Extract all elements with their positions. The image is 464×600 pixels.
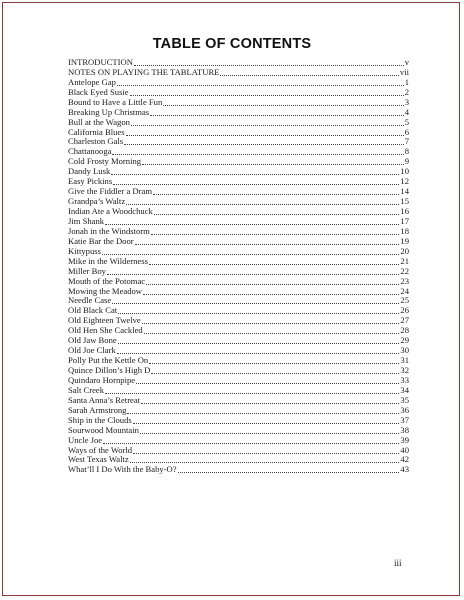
- toc-entry-title: Mouth of the Potomac: [68, 275, 146, 286]
- toc-entry-title: Chattanooga: [68, 146, 112, 157]
- toc-leader: [150, 115, 404, 116]
- toc-entry-page: 18: [400, 225, 409, 236]
- toc-leader: [143, 294, 399, 295]
- toc-entry-page: 34: [400, 384, 409, 395]
- toc-leader: [126, 204, 399, 205]
- toc-leader: [153, 194, 399, 195]
- toc-entry-title: California Blues: [68, 126, 125, 137]
- toc-leader: [142, 323, 400, 324]
- toc-entry-title: West Texas Waltz: [68, 454, 129, 465]
- toc-entry-title: Old Jaw Bone: [68, 335, 117, 346]
- toc-leader: [124, 144, 404, 145]
- toc-entry-title: Miller Boy: [68, 265, 106, 276]
- toc-entry: [68, 68, 409, 78]
- toc-entry-title: Uncle Joe: [68, 434, 103, 445]
- toc-leader: [130, 95, 404, 96]
- toc-leader: [151, 373, 399, 374]
- toc-leader: [135, 244, 400, 245]
- toc-leader: [111, 174, 399, 175]
- toc-list: [68, 58, 409, 475]
- toc-entry-title: Grandpa’s Waltz: [68, 196, 126, 207]
- toc-entry-page: 35: [400, 394, 409, 405]
- toc-entry-page: v: [404, 56, 409, 67]
- toc-leader: [133, 423, 400, 424]
- toc-entry-title: Quindaro Hornpipe: [68, 374, 136, 385]
- toc-entry-page: 28: [400, 325, 409, 336]
- toc-entry-title: Jim Shank: [68, 215, 105, 226]
- toc-entry-title: Antelope Gap: [68, 76, 116, 87]
- toc-entry-page: 19: [400, 235, 409, 246]
- toc-entry-title: Ship in the Clouds: [68, 414, 132, 425]
- toc-entry: [68, 287, 409, 297]
- toc-entry-title: Mike in the Wilderness: [68, 255, 148, 266]
- toc-leader: [142, 164, 404, 165]
- toc-leader: [134, 65, 404, 66]
- toc-entry: [68, 465, 409, 475]
- toc-leader: [133, 453, 399, 454]
- toc-leader: [127, 413, 399, 414]
- toc-leader: [163, 105, 403, 106]
- toc-entry-title: Kittypuss: [68, 245, 101, 256]
- toc-leader: [105, 224, 399, 225]
- toc-entry: [68, 297, 409, 307]
- toc-leader: [154, 214, 400, 215]
- toc-entry-title: Jonah in the Windstorm: [68, 225, 150, 236]
- toc-entry: [68, 376, 409, 386]
- toc-entry-title: Mowing the Meadow: [68, 285, 142, 296]
- toc-entry-title: Easy Pickins: [68, 176, 113, 187]
- toc-entry: [68, 237, 409, 247]
- toc-entry: [68, 207, 409, 217]
- toc-entry-page: 42: [400, 454, 409, 465]
- toc-entry-page: 32: [400, 365, 409, 376]
- toc-leader: [126, 135, 404, 136]
- toc-entry-page: 8: [404, 146, 409, 157]
- toc-entry-page: 10: [400, 166, 409, 177]
- toc-entry-title: Cold Frosty Morning: [68, 156, 142, 167]
- toc-entry-title: Breaking Up Christmas: [68, 106, 150, 117]
- toc-leader: [112, 303, 399, 304]
- toc-entry-title: Charleston Gals: [68, 136, 124, 147]
- toc-entry-page: 22: [400, 265, 409, 276]
- toc-entry-page: 21: [400, 255, 409, 266]
- toc-entry-title: Santa Anna’s Retreat: [68, 394, 141, 405]
- toc-entry-title: Polly Put the Kettle On: [68, 355, 149, 366]
- toc-entry-title: Black Eyed Susie: [68, 86, 129, 97]
- toc-entry-title: NOTES ON PLAYING THE TABLATURE: [68, 66, 220, 77]
- toc-entry-page: 16: [400, 206, 409, 217]
- toc-entry-page: 39: [400, 434, 409, 445]
- toc-entry-page: 23: [400, 275, 409, 286]
- toc-entry-title: Give the Fiddler a Dram: [68, 186, 153, 197]
- toc-entry: [68, 157, 409, 167]
- toc-entry-page: 31: [400, 355, 409, 366]
- toc-entry-page: 1: [404, 76, 409, 87]
- toc-entry-title: Indian Ate a Woodchuck: [68, 206, 153, 217]
- toc-entry-page: 6: [404, 126, 409, 137]
- toc-entry-page: vii: [399, 66, 409, 77]
- toc-entry: [68, 257, 409, 267]
- toc-leader: [113, 184, 399, 185]
- toc-entry-title: INTRODUCTION: [68, 56, 133, 67]
- toc-entry-title: Old Eighteen Twelve: [68, 315, 141, 326]
- toc-entry-page: 33: [400, 374, 409, 385]
- toc-entry-page: 7: [404, 136, 409, 147]
- toc-entry-title: Quince Dillon’s High D: [68, 365, 151, 376]
- toc-entry: [68, 138, 409, 148]
- toc-entry-title: What’ll I Do With the Baby-O?: [68, 464, 177, 475]
- toc-entry-page: 9: [404, 156, 409, 167]
- toc-leader: [118, 343, 400, 344]
- toc-leader: [178, 472, 400, 473]
- toc-leader: [146, 284, 399, 285]
- toc-entry-page: 15: [400, 196, 409, 207]
- toc-entry-page: 38: [400, 424, 409, 435]
- toc-entry: [68, 167, 409, 177]
- toc-entry-page: 20: [400, 245, 409, 256]
- toc-leader: [117, 353, 400, 354]
- toc-entry-title: Bound to Have a Little Fun: [68, 96, 163, 107]
- toc-leader: [117, 85, 404, 86]
- toc-leader: [144, 333, 400, 334]
- toc-leader: [103, 443, 399, 444]
- toc-leader: [131, 125, 404, 126]
- toc-leader: [112, 154, 403, 155]
- toc-entry-page: 3: [404, 96, 409, 107]
- toc-leader: [141, 403, 399, 404]
- toc-entry-page: 14: [400, 186, 409, 197]
- toc-leader: [102, 254, 399, 255]
- toc-entry-page: 4: [404, 106, 409, 117]
- toc-entry-page: 40: [400, 444, 409, 455]
- toc-entry-title: Old Black Cat: [68, 305, 118, 316]
- toc-entry-page: 5: [404, 116, 409, 127]
- toc-leader: [136, 383, 399, 384]
- toc-entry-page: 26: [400, 305, 409, 316]
- toc-entry-page: 37: [400, 414, 409, 425]
- toc-leader: [107, 274, 399, 275]
- toc-entry-title: Salt Creek: [68, 384, 105, 395]
- toc-entry: [68, 426, 409, 436]
- toc-entry-title: Needle Case: [68, 295, 112, 306]
- toc-entry-title: Sourwood Mountain: [68, 424, 139, 435]
- toc-leader: [130, 462, 400, 463]
- toc-entry-title: Katie Bar the Door: [68, 235, 134, 246]
- toc-leader: [118, 313, 399, 314]
- page-number: iii: [394, 558, 402, 568]
- toc-entry: [68, 326, 409, 336]
- toc-entry-title: Sarah Armstrong: [68, 404, 127, 415]
- toc-entry-title: Ways of the World: [68, 444, 133, 455]
- toc-leader: [151, 234, 400, 235]
- toc-entry-title: Dandy Lusk: [68, 166, 111, 177]
- toc-entry-page: 36: [400, 404, 409, 415]
- toc-entry-title: Bull at the Wagon: [68, 116, 130, 127]
- toc-entry-page: 30: [400, 345, 409, 356]
- toc-leader: [140, 433, 400, 434]
- page-title: TABLE OF CONTENTS: [152, 36, 312, 52]
- toc-entry-page: 12: [400, 176, 409, 187]
- toc-entry-page: 24: [400, 285, 409, 296]
- toc-entry-page: 2: [404, 86, 409, 97]
- toc-entry: [68, 336, 409, 346]
- toc-entry-page: 43: [400, 464, 409, 475]
- toc-entry-page: 17: [400, 215, 409, 226]
- toc-entry-page: 27: [400, 315, 409, 326]
- toc-leader: [149, 264, 399, 265]
- toc-entry-title: Old Joe Clark: [68, 345, 116, 356]
- toc-entry-page: 29: [400, 335, 409, 346]
- toc-leader: [220, 75, 398, 76]
- toc-leader: [149, 363, 399, 364]
- toc-entry-title: Old Hen She Cackled: [68, 325, 143, 336]
- toc-entry-page: 25: [400, 295, 409, 306]
- toc-leader: [105, 393, 399, 394]
